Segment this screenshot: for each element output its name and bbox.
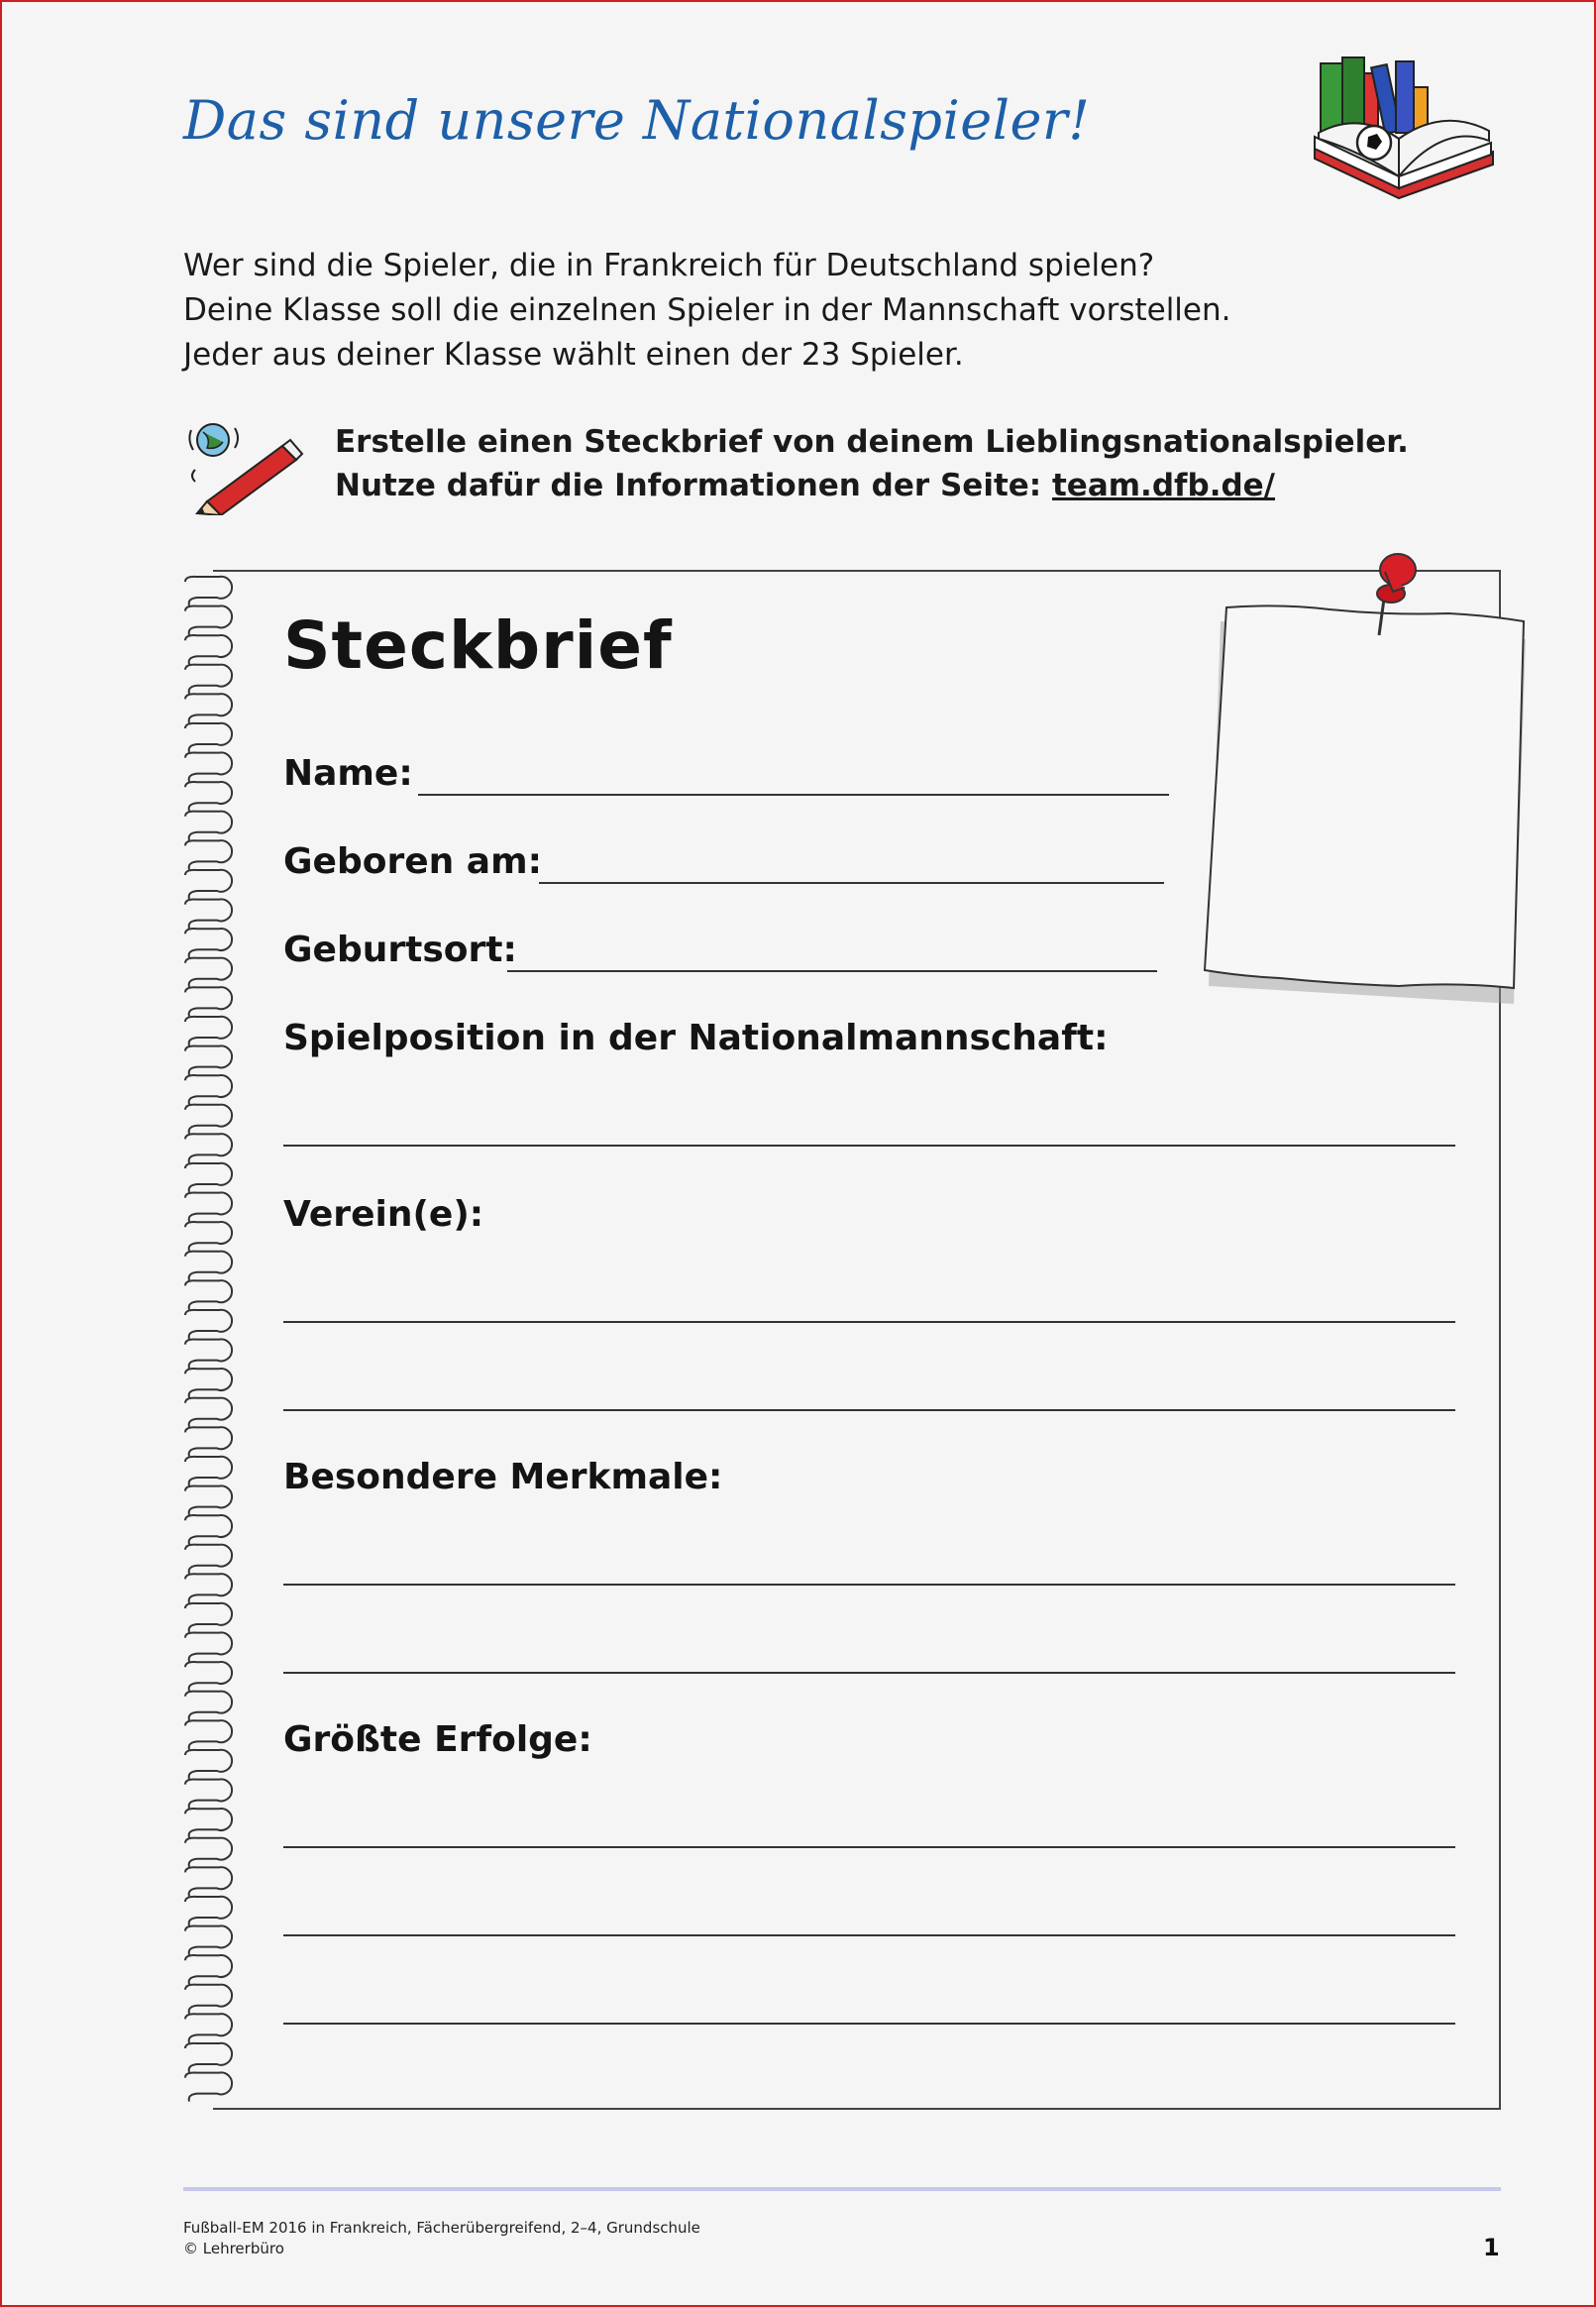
spiral-ring xyxy=(185,2014,232,2042)
spiral-ring xyxy=(185,1457,232,1485)
spiral-ring xyxy=(185,1720,232,1749)
name-label: Name: xyxy=(283,753,413,794)
spiral-ring xyxy=(185,929,232,957)
intro-line: Wer sind die Spieler, die in Frankreich für Deutschland spielen? xyxy=(183,248,1155,283)
spiral-ring xyxy=(185,840,232,869)
spiral-ring xyxy=(185,1280,232,1309)
birthdate-line[interactable] xyxy=(539,882,1164,884)
spiral-ring xyxy=(185,1515,232,1544)
page-title: Das sind unsere Nationalspieler! xyxy=(183,89,1091,152)
spiral-ring xyxy=(185,1750,232,1779)
spiral-ring xyxy=(185,1369,232,1397)
spiral-ring xyxy=(185,1163,232,1192)
spiral-ring xyxy=(185,1105,232,1134)
features-line-2[interactable] xyxy=(283,1672,1455,1674)
spiral-ring xyxy=(185,958,232,987)
achievements-line-2[interactable] xyxy=(283,1934,1455,1936)
spiral-ring xyxy=(185,1985,232,2014)
club-label: Verein(e): xyxy=(283,1194,484,1235)
task-line-1: Erstelle einen Steckbrief von deinem Lieblingsnationalspieler. xyxy=(335,424,1409,460)
name-line[interactable] xyxy=(418,794,1169,796)
spiral-ring xyxy=(185,1398,232,1427)
page-number: 1 xyxy=(1483,2234,1500,2261)
task-line-2 xyxy=(335,464,1409,507)
spiral-ring xyxy=(185,577,232,605)
spiral-ring xyxy=(185,812,232,840)
spiral-ring xyxy=(185,987,232,1016)
spiral-ring xyxy=(185,1192,232,1221)
spiral-binding xyxy=(183,570,243,2109)
pinned-photo-note-icon[interactable] xyxy=(1191,542,1528,1008)
footer-copyright: © Lehrerbüro xyxy=(183,2240,284,2257)
intro-text xyxy=(183,244,1231,378)
spiral-ring xyxy=(185,1075,232,1104)
spiral-ring xyxy=(185,635,232,664)
spiral-ring xyxy=(185,1662,232,1691)
spiral-ring xyxy=(185,1310,232,1339)
spiral-ring xyxy=(185,1955,232,1984)
spiral-ring xyxy=(185,1603,232,1632)
club-line-1[interactable] xyxy=(283,1321,1455,1323)
dfb-link[interactable]: team.dfb.de/ xyxy=(1051,468,1276,503)
birthdate-label: Geboren am: xyxy=(283,841,542,882)
spiral-ring xyxy=(185,665,232,694)
achievements-line-3[interactable] xyxy=(283,2023,1455,2025)
spiral-ring xyxy=(185,1017,232,1045)
spiral-ring xyxy=(185,1134,232,1162)
spiral-ring xyxy=(185,752,232,781)
spiral-ring xyxy=(185,899,232,928)
spiral-ring xyxy=(185,782,232,811)
spiral-ring xyxy=(185,1545,232,1574)
spiral-ring xyxy=(185,1045,232,1074)
spiral-ring xyxy=(185,1779,232,1808)
spiral-ring xyxy=(185,1222,232,1251)
spiral-ring xyxy=(185,2072,232,2101)
birthplace-line[interactable] xyxy=(507,970,1157,972)
spiral-ring xyxy=(185,1809,232,1837)
spiral-ring xyxy=(185,1427,232,1456)
features-line-1[interactable] xyxy=(283,1584,1455,1586)
books-with-football-icon xyxy=(1305,48,1503,206)
achievements-label: Größte Erfolge: xyxy=(283,1719,592,1760)
spiral-ring xyxy=(185,1692,232,1720)
spiral-ring xyxy=(185,1339,232,1368)
task-instruction xyxy=(335,420,1409,507)
achievements-line-1[interactable] xyxy=(283,1846,1455,1848)
pencil-with-globe-icon xyxy=(183,420,308,515)
spiral-ring xyxy=(185,723,232,752)
spiral-ring xyxy=(185,1632,232,1661)
intro-line: Deine Klasse soll die einzelnen Spieler in der Mannschaft vorstellen. xyxy=(183,292,1231,328)
spiral-ring xyxy=(185,2043,232,2072)
spiral-ring xyxy=(185,870,232,899)
club-line-2[interactable] xyxy=(283,1409,1455,1411)
position-line[interactable] xyxy=(283,1145,1455,1147)
spiral-ring xyxy=(185,1925,232,1954)
spiral-ring xyxy=(185,694,232,722)
spiral-ring xyxy=(185,605,232,634)
task-prefix: Nutze dafür die Informationen der Seite: xyxy=(335,468,1052,503)
spiral-ring xyxy=(185,1897,232,1925)
features-label: Besondere Merkmale: xyxy=(283,1457,723,1497)
footer-source: Fußball-EM 2016 in Frankreich, Fächerübergreifend, 2–4, Grundschule xyxy=(183,2219,700,2237)
birthplace-label: Geburtsort: xyxy=(283,930,517,970)
intro-line: Jeder aus deiner Klasse wählt einen der 23 Spieler. xyxy=(183,337,964,373)
position-label: Spielposition in der Nationalmannschaft: xyxy=(283,1018,1109,1058)
footer-divider xyxy=(183,2187,1501,2191)
spiral-ring xyxy=(185,1838,232,1867)
steckbrief-title: Steckbrief xyxy=(283,607,673,684)
spiral-ring xyxy=(185,1252,232,1280)
spiral-ring xyxy=(185,1867,232,1896)
spiral-ring xyxy=(185,1485,232,1514)
spiral-ring xyxy=(185,1574,232,1602)
footer-text xyxy=(183,2218,700,2259)
